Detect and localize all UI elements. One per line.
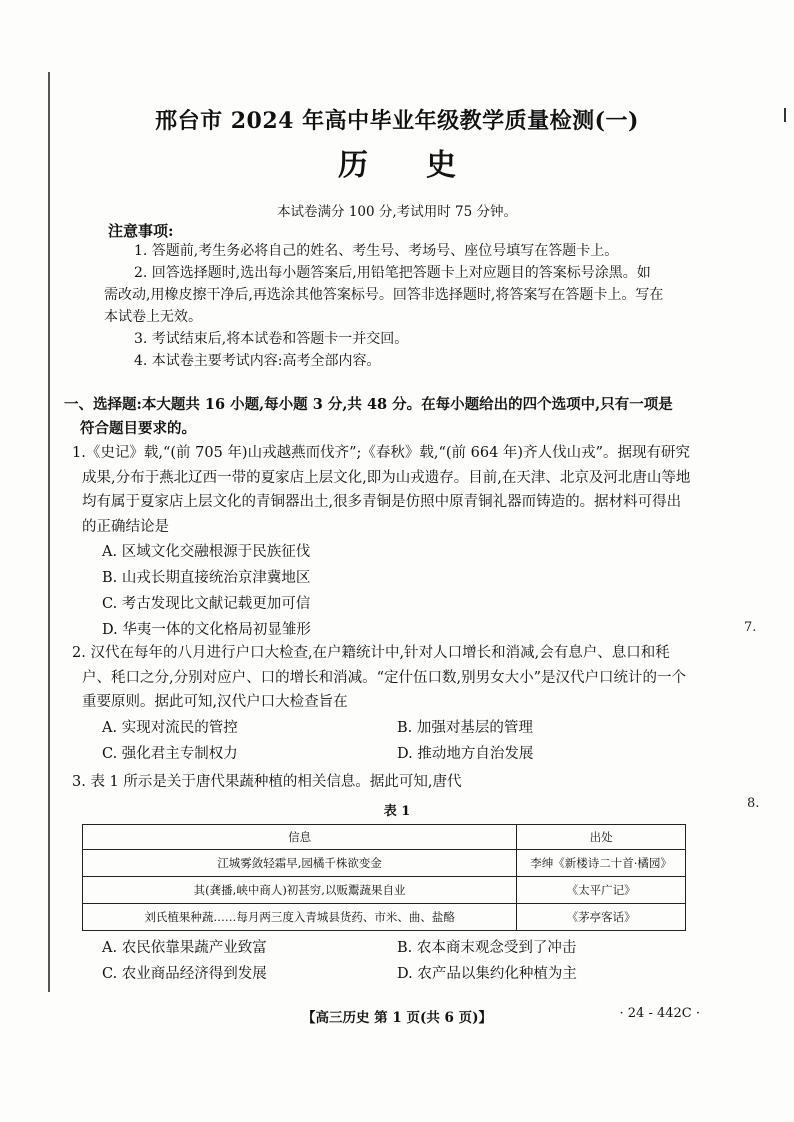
question-3-options (72, 935, 692, 987)
option-b: B. 山戎长期直接统治京津冀地区 (102, 570, 311, 586)
paper-code: · 24 - 442C · (619, 1006, 700, 1021)
options (102, 539, 692, 643)
exam-title: 邢台市 2024 年高中毕业年级教学质量检测(一) (155, 108, 639, 134)
option-a: A. 农民依靠果蔬产业致富 (102, 940, 267, 956)
subject-title: 历史 (338, 148, 514, 183)
notice-list (104, 240, 664, 372)
section-line: 一、选择题:本大题共 16 小题,每小题 3 分,共 48 分。在每小题给出的四个选项中,只有一项是 (64, 396, 673, 413)
option-d: D. 推动地方自治发展 (397, 745, 534, 762)
question-stem: 3. 表 1 所示是关于唐代果蔬种植的相关信息。据此可知,唐代 (72, 774, 462, 790)
option-c: C. 考古发现比文献记载更加可信 (102, 596, 311, 612)
options (102, 935, 692, 987)
table-header-row (83, 825, 686, 850)
option-b: B. 农本商末观念受到了冲击 (397, 940, 577, 956)
page-footer: 【高三历史 第 1 页(共 6 页)】 (301, 1010, 493, 1026)
question-stem: 2. 汉代在每年的八月进行户口大检查,在户籍统计中,针对人口增长和消减,会有息户、息口和秏户、秏口之分,分别对应户、口的增长和消减。“定什伍口数,别男女大小”是汉代户口统计的一个重要原则。据此可知,汉代户口大检查旨在 (72, 645, 687, 710)
info-table (82, 824, 686, 931)
table-cell: 其(龚播,峡中商人)初甚穷,以贩鬻蔬果自业 (83, 877, 517, 904)
table-cell: 《太平广记》 (517, 877, 686, 904)
side-question-number: 8. (747, 796, 760, 811)
options (102, 715, 692, 767)
question-stem: 1.《史记》载,“(前 705 年)山戎越燕而伐齐”;《春秋》载,“(前 664 年)齐人伐山戎”。据现有研究成果,分布于燕北辽西一带的夏家店上层文化,即为山戎遗存。目前,在天津、北京及河北唐山等地均有属于夏家店上层文化的青铜器出土,很多青铜是仿照中原青铜礼器而铸造的。据材料可得出的正确结论是 (72, 445, 691, 535)
table-cell: 李绅《新楼诗二十首·橘园》 (517, 850, 686, 877)
section-line: 符合题目要求的。 (80, 420, 196, 437)
table-cell: 刘氏植果种蔬……每月两三度入青城县货药、市米、曲、盐酪 (83, 904, 517, 931)
table-row (83, 904, 686, 931)
option-a: A. 区域文化交融根源于民族征伐 (102, 544, 311, 560)
notice-item: 3. 考试结束后,将本试卷和答题卡一并交回。 (134, 331, 409, 347)
notice-item: 4. 本试卷主要考试内容:高考全部内容。 (134, 353, 381, 369)
exam-info: 本试卷满分 100 分,考试用时 75 分钟。 (277, 204, 517, 220)
option-a: A. 实现对流民的管控 (102, 719, 238, 736)
question-1 (72, 441, 692, 643)
notice-item: 2. 回答选择题时,选出每小题答案后,用铅笔把答题卡上对应题目的答案标号涂黑。如需改动,用橡皮擦干净后,再选涂其他答案标号。回答非选择题时,将答案写在答题卡上。写在本试卷上无效。 (104, 265, 664, 325)
side-question-number: 7. (744, 620, 757, 635)
question-2 (72, 641, 692, 767)
option-c: C. 强化君主专制权力 (102, 745, 238, 762)
notice-item: 1. 答题前,考生务必将自己的姓名、考生号、考场号、座位号填写在答题卡上。 (134, 243, 619, 259)
table-caption: 表 1 (383, 804, 411, 819)
option-c: C. 农业商品经济得到发展 (102, 966, 267, 982)
table-header: 出处 (517, 825, 686, 850)
table-header: 信息 (83, 825, 517, 850)
table-cell: 《茅亭客话》 (517, 904, 686, 931)
table-row (83, 850, 686, 877)
option-b: B. 加强对基层的管理 (397, 719, 533, 736)
section-heading (64, 393, 712, 441)
table-row (83, 877, 686, 904)
option-d: D. 华夷一体的文化格局初显雏形 (102, 622, 311, 638)
question-3 (72, 770, 692, 795)
notice-title: 注意事项: (108, 222, 174, 240)
option-d: D. 农产品以集约化种植为主 (397, 966, 577, 982)
table-cell: 江城雾敛轻霜早,园橘千株欲变金 (83, 850, 517, 877)
